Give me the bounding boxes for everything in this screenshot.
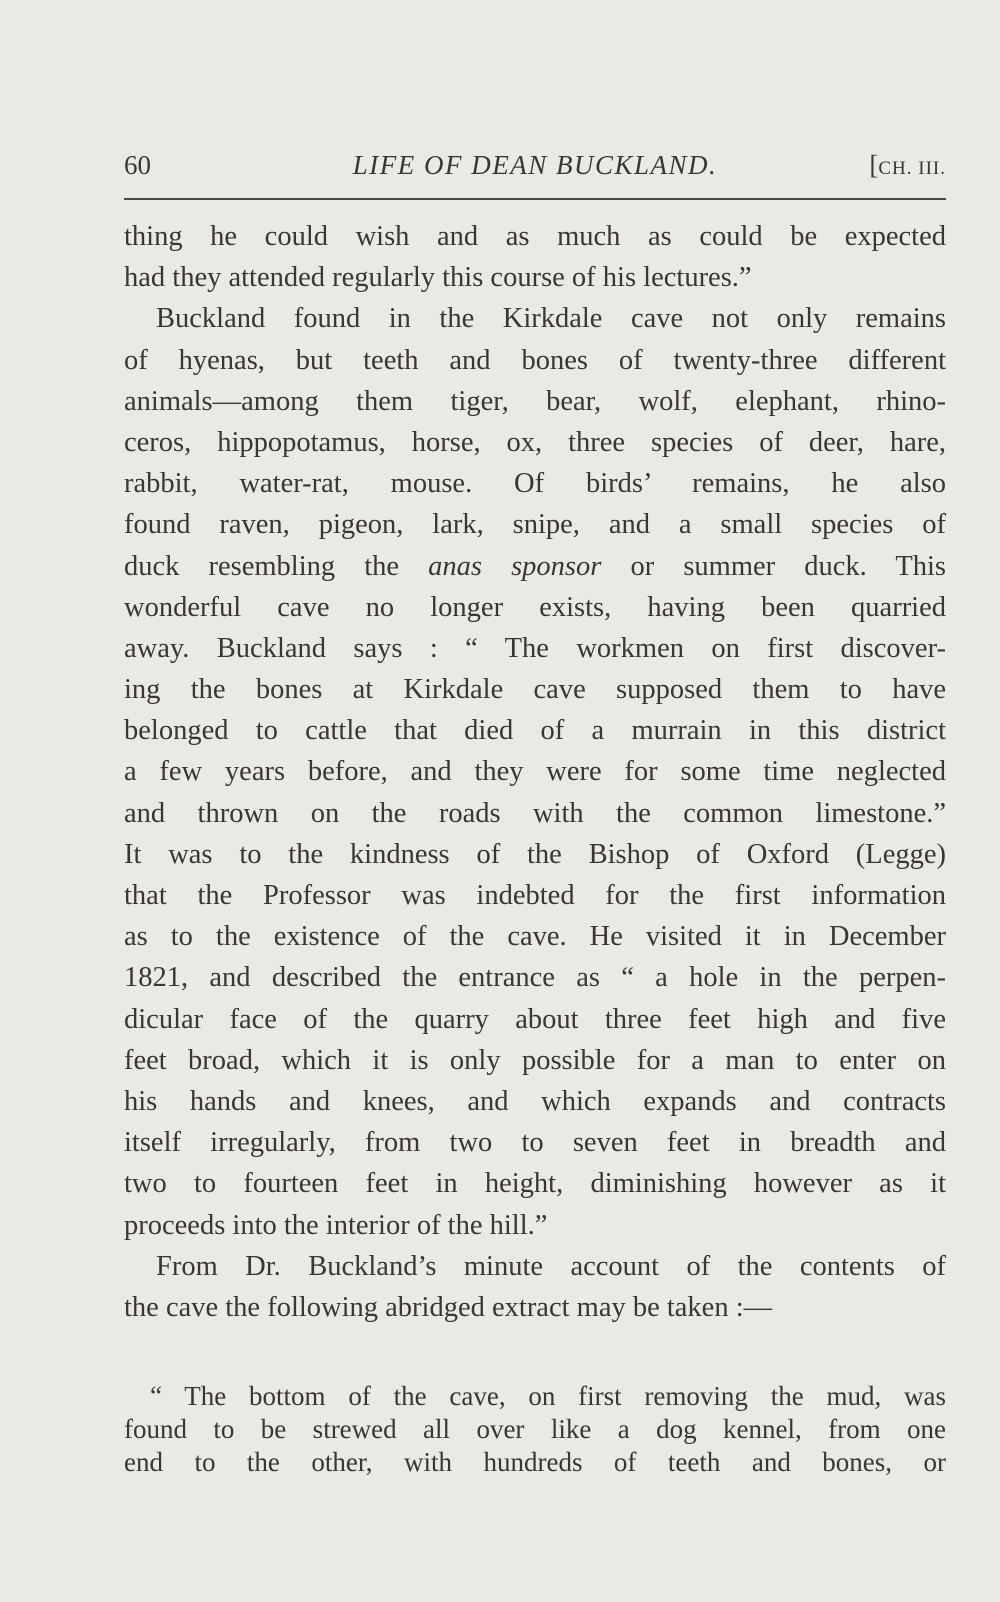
page-number: 60 [124,150,151,180]
text-line: proceeds into the interior of the hill.” [124,1209,548,1241]
quote-line: “ The bottom of the cave, on first removing the mud, was [150,1381,946,1411]
text-line: wonderful cave no longer exists, having been quarried [124,591,946,623]
text-line: rabbit, water-rat, mouse. Of birds’ remains, he also [124,468,946,500]
text-line: dicular face of the quarry about three feet high and five [124,1003,946,1035]
text-line: the cave the following abridged extract may be taken :— [124,1291,773,1323]
text-line: ing the bones at Kirkdale cave supposed them to have [124,674,946,706]
text-line: animals—among them tiger, bear, wolf, elephant, rhino- [124,385,946,417]
block-quote [124,1380,946,1479]
text-line: belonged to cattle that died of a murrain in this district [124,715,946,747]
text-segment: or summer duck. This [630,550,946,582]
text-line: a few years before, and they were for some time neglected [124,756,946,788]
text-segment: duck resembling the [124,550,400,582]
text-line: that the Professor was indebted for the first information [124,880,946,911]
chapter-bracket: [ [869,150,879,180]
text-line: feet broad, which it is only possible for a man to enter on [124,1044,946,1076]
chapter-reference [869,150,946,181]
chapter-label: CH. III. [878,158,946,179]
body-text [124,216,946,1328]
text-line: found raven, pigeon, lark, snipe, and a small species of [124,509,946,541]
text-line: and thrown on the roads with the common limestone.” [124,797,946,829]
text-line: ceros, hippopotamus, horse, ox, three species of deer, hare, [124,426,946,458]
text-line: From Dr. Buckland’s minute account of the contents of [156,1250,946,1282]
text-line: itself irregularly, from two to seven feet in breadth and [124,1127,946,1159]
quote-line: found to be strewed all over like a dog kennel, from one [124,1414,946,1444]
text-line: away. Buckland says : “ The workmen on first discover- [124,632,946,664]
text-line: 1821, and described the entrance as “ a hole in the perpen- [124,962,946,994]
text-line: Buckland found in the Kirkdale cave not only remains [156,303,946,335]
quote-line: end to the other, with hundreds of teeth and bones, or [124,1447,946,1477]
text-line-with-italic [124,546,946,587]
text-line: two to fourteen feet in height, diminishing however as it [124,1168,946,1200]
italic-term: anas sponsor [428,550,602,582]
text-line: thing he could wish and as much as could be expected [124,221,946,252]
header-rule [124,198,946,200]
text-line: as to the existence of the cave. He visited it in December [124,921,946,953]
text-line: had they attended regularly this course of his lectures.” [124,262,752,294]
text-line: his hands and knees, and which expands and contracts [124,1085,946,1117]
text-line: It was to the kindness of the Bishop of Oxford (Legge) [124,838,946,870]
running-title: LIFE OF DEAN BUCKLAND. [352,150,718,180]
text-line: of hyenas, but teeth and bones of twenty-three different [124,344,946,376]
page-header [124,150,946,190]
